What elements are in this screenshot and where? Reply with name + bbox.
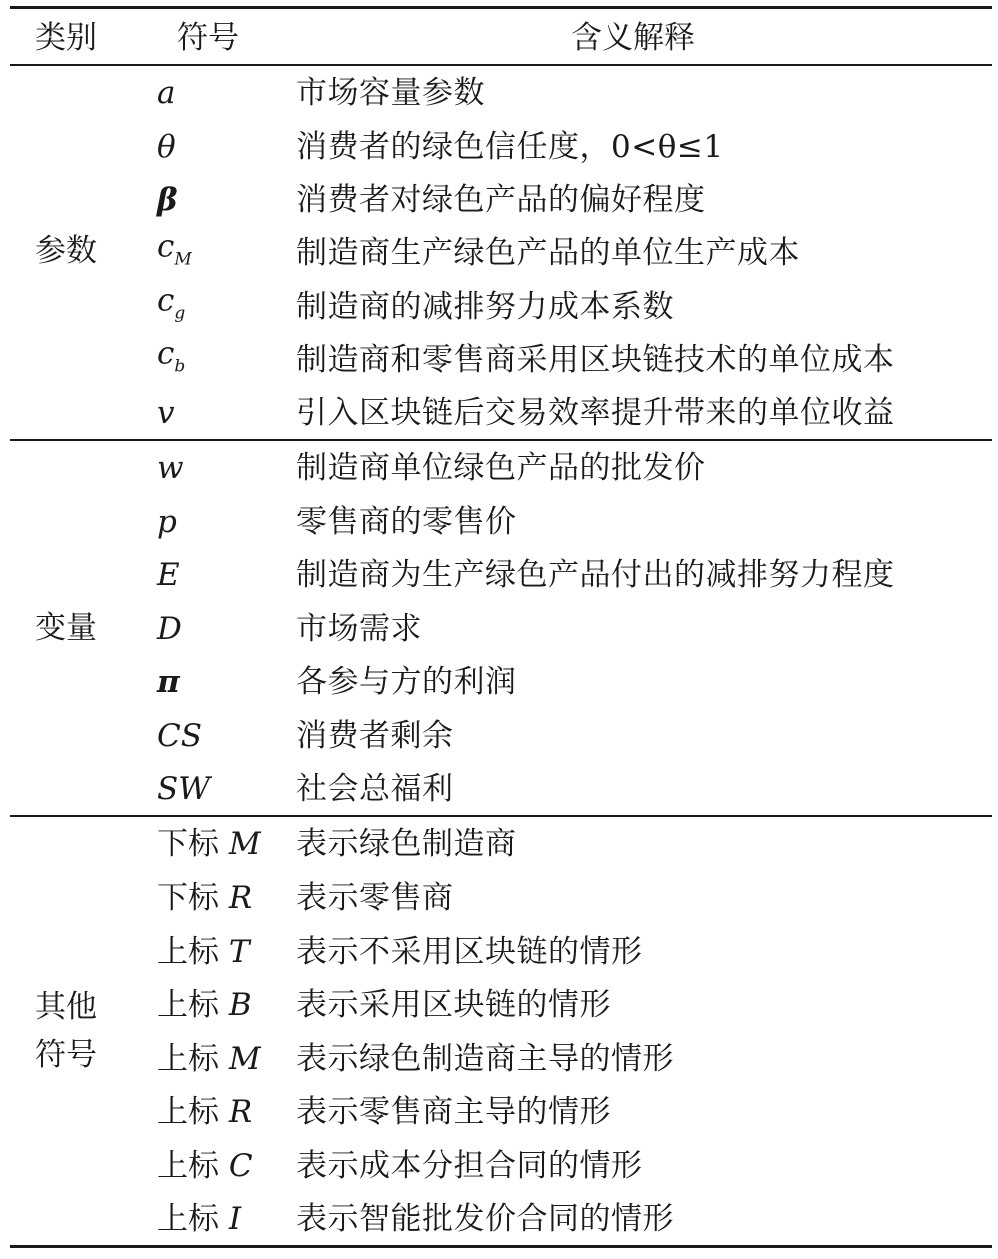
symbol-letter: I bbox=[228, 1201, 242, 1237]
row-meaning: 消费者剩余 bbox=[296, 718, 454, 754]
table-row bbox=[10, 925, 992, 979]
row-meaning: 零售商的零售价 bbox=[296, 504, 517, 540]
row-symbol: v bbox=[157, 395, 175, 431]
row-symbol: E bbox=[157, 557, 180, 593]
symbol-prefix: 下标 bbox=[157, 880, 219, 916]
symbol-letter: R bbox=[228, 1094, 253, 1130]
symbol-base: c bbox=[157, 228, 175, 265]
table-row bbox=[10, 762, 992, 816]
table-row bbox=[10, 1085, 992, 1139]
row-meaning: 表示成本分担合同的情形 bbox=[296, 1148, 643, 1184]
row-meaning: 表示绿色制造商主导的情形 bbox=[296, 1041, 674, 1077]
row-meaning: 制造商单位绿色产品的批发价 bbox=[296, 450, 706, 486]
table-row bbox=[10, 1139, 992, 1193]
row-symbol bbox=[157, 824, 261, 864]
row-symbol bbox=[157, 227, 192, 280]
row-meaning: 制造商为生产绿色产品付出的减排努力程度 bbox=[296, 557, 895, 593]
row-symbol: θ bbox=[157, 129, 176, 165]
symbol-table bbox=[10, 0, 992, 1259]
table-row bbox=[10, 548, 992, 602]
table-row bbox=[10, 333, 992, 387]
category-line: 符号 bbox=[35, 1037, 97, 1073]
category-line: 其他 bbox=[35, 989, 97, 1025]
table-bottom-rule bbox=[10, 1245, 992, 1248]
row-meaning: 表示不采用区块链的情形 bbox=[296, 934, 643, 970]
row-meaning: 市场需求 bbox=[296, 611, 422, 647]
table-row bbox=[10, 978, 992, 1032]
table-top-rule bbox=[10, 6, 992, 9]
row-symbol: SW bbox=[157, 771, 211, 807]
table-row bbox=[10, 817, 992, 871]
row-meaning: 表示智能批发价合同的情形 bbox=[296, 1201, 674, 1237]
table-row bbox=[10, 655, 992, 709]
category-variables: 变量 bbox=[35, 610, 97, 646]
symbol-letter: T bbox=[228, 934, 250, 970]
row-symbol: a bbox=[157, 75, 176, 111]
row-meaning: 社会总福利 bbox=[296, 771, 454, 807]
row-meaning: 表示采用区块链的情形 bbox=[296, 987, 611, 1023]
table-row bbox=[10, 66, 992, 120]
symbol-prefix: 上标 bbox=[157, 1094, 219, 1130]
symbol-subscript: g bbox=[174, 303, 186, 324]
table-row bbox=[10, 386, 992, 440]
row-meaning: 消费者对绿色产品的偏好程度 bbox=[296, 182, 706, 218]
table-row bbox=[10, 1192, 992, 1246]
row-symbol: CS bbox=[157, 718, 202, 754]
symbol-letter: M bbox=[228, 1041, 261, 1077]
row-symbol: π bbox=[157, 664, 180, 700]
row-symbol bbox=[157, 334, 185, 387]
header-symbol: 符号 bbox=[177, 20, 239, 56]
row-meaning: 引入区块链后交易效率提升带来的单位收益 bbox=[296, 395, 895, 431]
symbol-subscript: b bbox=[174, 356, 186, 377]
symbol-subscript: M bbox=[174, 249, 192, 270]
row-symbol: D bbox=[157, 611, 182, 647]
row-symbol bbox=[157, 1199, 241, 1239]
symbol-prefix: 下标 bbox=[157, 826, 219, 862]
symbol-base: c bbox=[157, 282, 175, 319]
symbol-prefix: 上标 bbox=[157, 934, 219, 970]
row-meaning: 表示绿色制造商 bbox=[296, 826, 517, 862]
table-row bbox=[10, 226, 992, 280]
row-symbol: w bbox=[157, 450, 184, 486]
row-meaning: 制造商和零售商采用区块链技术的单位成本 bbox=[296, 342, 895, 378]
row-symbol bbox=[157, 1092, 252, 1132]
table-row bbox=[10, 495, 992, 549]
symbol-prefix: 上标 bbox=[157, 987, 219, 1023]
header-meaning: 含义解释 bbox=[571, 20, 695, 56]
table-row bbox=[10, 871, 992, 925]
header-category: 类别 bbox=[35, 20, 97, 56]
row-symbol bbox=[157, 1039, 261, 1079]
row-meaning: 制造商的减排努力成本系数 bbox=[296, 289, 674, 325]
table-row bbox=[10, 441, 992, 495]
category-parameters: 参数 bbox=[35, 233, 97, 269]
table-row bbox=[10, 280, 992, 334]
row-meaning: 表示零售商主导的情形 bbox=[296, 1094, 611, 1130]
symbol-letter: C bbox=[228, 1148, 253, 1184]
row-symbol: β bbox=[157, 182, 178, 218]
table-row bbox=[10, 120, 992, 174]
symbol-base: c bbox=[157, 335, 175, 372]
row-symbol: p bbox=[157, 504, 177, 540]
symbol-letter: B bbox=[228, 987, 252, 1023]
row-meaning: 消费者的绿色信任度，0<θ≤1 bbox=[296, 129, 724, 165]
row-meaning: 市场容量参数 bbox=[296, 75, 485, 111]
symbol-prefix: 上标 bbox=[157, 1201, 219, 1237]
symbol-prefix: 上标 bbox=[157, 1148, 219, 1184]
row-symbol bbox=[157, 985, 252, 1025]
row-symbol bbox=[157, 878, 252, 918]
symbol-prefix: 上标 bbox=[157, 1041, 219, 1077]
row-symbol bbox=[157, 1146, 253, 1186]
row-meaning: 表示零售商 bbox=[296, 880, 454, 916]
symbol-letter: M bbox=[228, 826, 261, 862]
row-meaning: 各参与方的利润 bbox=[296, 664, 517, 700]
table-row bbox=[10, 173, 992, 227]
row-symbol bbox=[157, 932, 250, 972]
symbol-letter: R bbox=[228, 880, 253, 916]
row-symbol bbox=[157, 281, 185, 334]
table-row bbox=[10, 602, 992, 656]
row-meaning: 制造商生产绿色产品的单位生产成本 bbox=[296, 235, 800, 271]
table-row bbox=[10, 709, 992, 763]
table-row bbox=[10, 1032, 992, 1086]
